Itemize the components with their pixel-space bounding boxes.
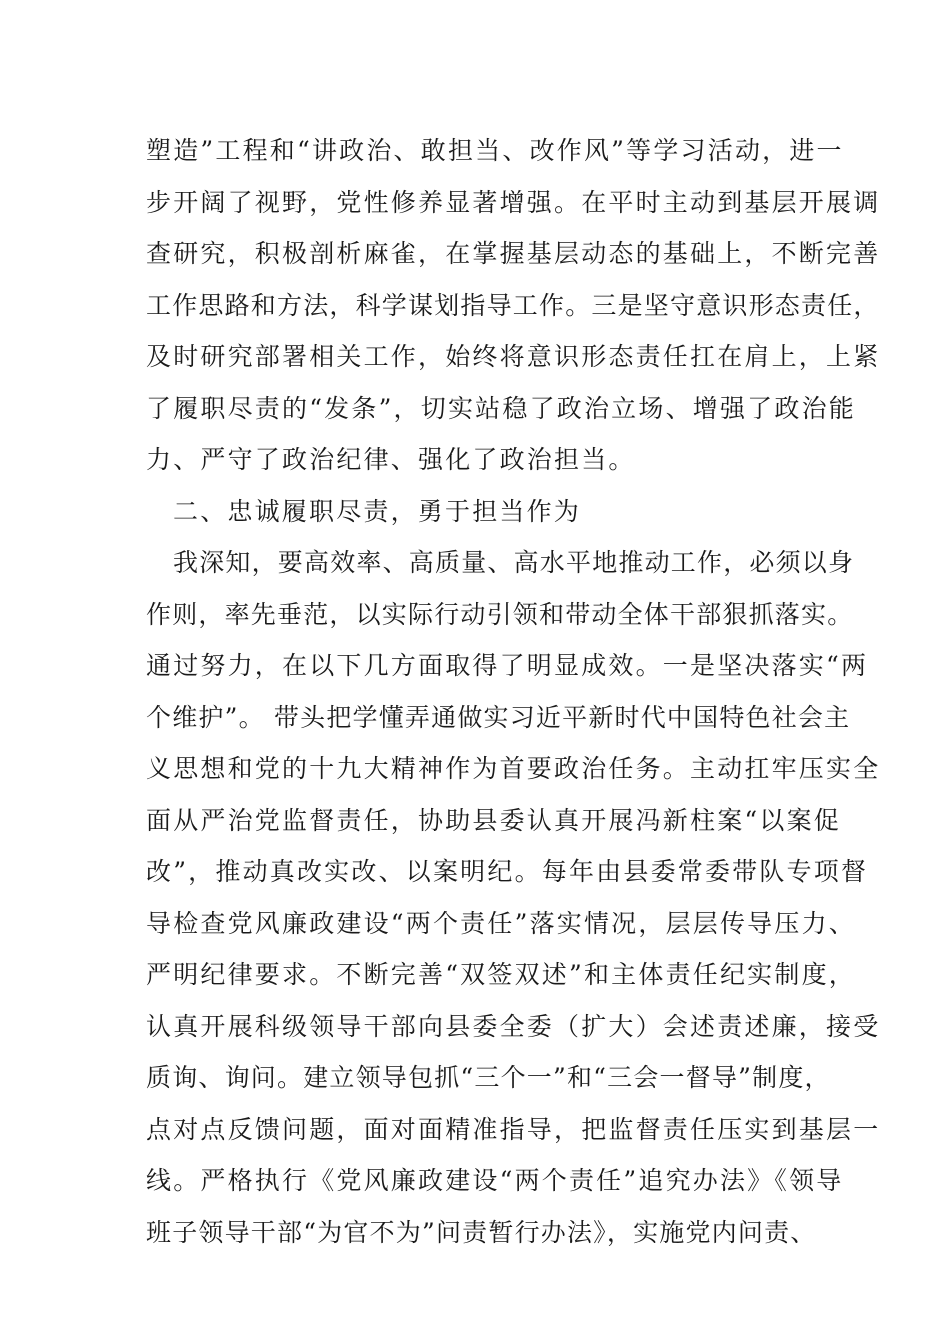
paragraph-line: 及时研究部署相关工作，始终将意识形态责任扛在肩上，上紧 [146,342,881,371]
paragraph-line: 班子领导干部“为官不为”问责暂行办法》，实施党内问责、 [146,1218,817,1247]
paragraph-line: 力、严守了政治纪律、强化了政治担当。 [146,445,636,474]
paragraph-line: 面从严治党监督责任，协助县委认真开展冯新柱案“以案促 [146,806,841,835]
paragraph-line: 点对点反馈问题，面对面精准指导，把监督责任压实到基层一 [146,1115,881,1144]
paragraph-line: 我深知，要高效率、高质量、高水平地推动工作，必须以身 [173,548,855,577]
paragraph-line: 严明纪律要求。不断完善“双签双述”和主体责任纪实制度， [146,960,856,989]
paragraph-line: 线。严格执行《党风廉政建设“两个责任”追究办法》《领导 [146,1166,844,1195]
paragraph-line: 了履职尽责的“发条”，切实站稳了政治立场、增强了政治能 [146,394,856,423]
paragraph-line: 认真开展科级领导干部向县委全委（扩大）会述责述廉，接受 [146,1012,881,1041]
paragraph-line: 改”，推动真改实改、以案明纪。每年由县委常委带队专项督 [146,857,869,886]
paragraph-line: 义思想和党的十九大精神作为首要政治任务。主动扛牢压实全 [146,754,881,783]
paragraph-line: 质询、询问。建立领导包抓“三个一”和“三会一督导”制度， [146,1063,831,1092]
paragraph-line: 通过努力，在以下几方面取得了明显成效。一是坚决落实“两 [146,651,869,680]
paragraph-line: 工作思路和方法，科学谋划指导工作。三是坚守意识形态责任， [146,291,880,320]
section-heading: 二、忠诚履职尽责，勇于担当作为 [173,497,582,526]
paragraph-line: 查研究，积极剖析麻雀，在掌握基层动态的基础上，不断完善 [146,239,881,268]
paragraph-line: 导检查党风廉政建设“两个责任”落实情况，层层传导压力、 [146,909,856,938]
paragraph-line: 作则，率先垂范，以实际行动引领和带动全体干部狠抓落实。 [146,600,854,629]
paragraph-line: 塑造”工程和“讲政治、敢担当、改作风”等学习活动，进一 [146,136,844,165]
paragraph-line: 个维护”。 带头把学懂弄通做实习近平新时代中国特色社会主 [146,703,851,732]
paragraph-line: 步开阔了视野，党性修养显著增强。在平时主动到基层开展调 [146,188,881,217]
